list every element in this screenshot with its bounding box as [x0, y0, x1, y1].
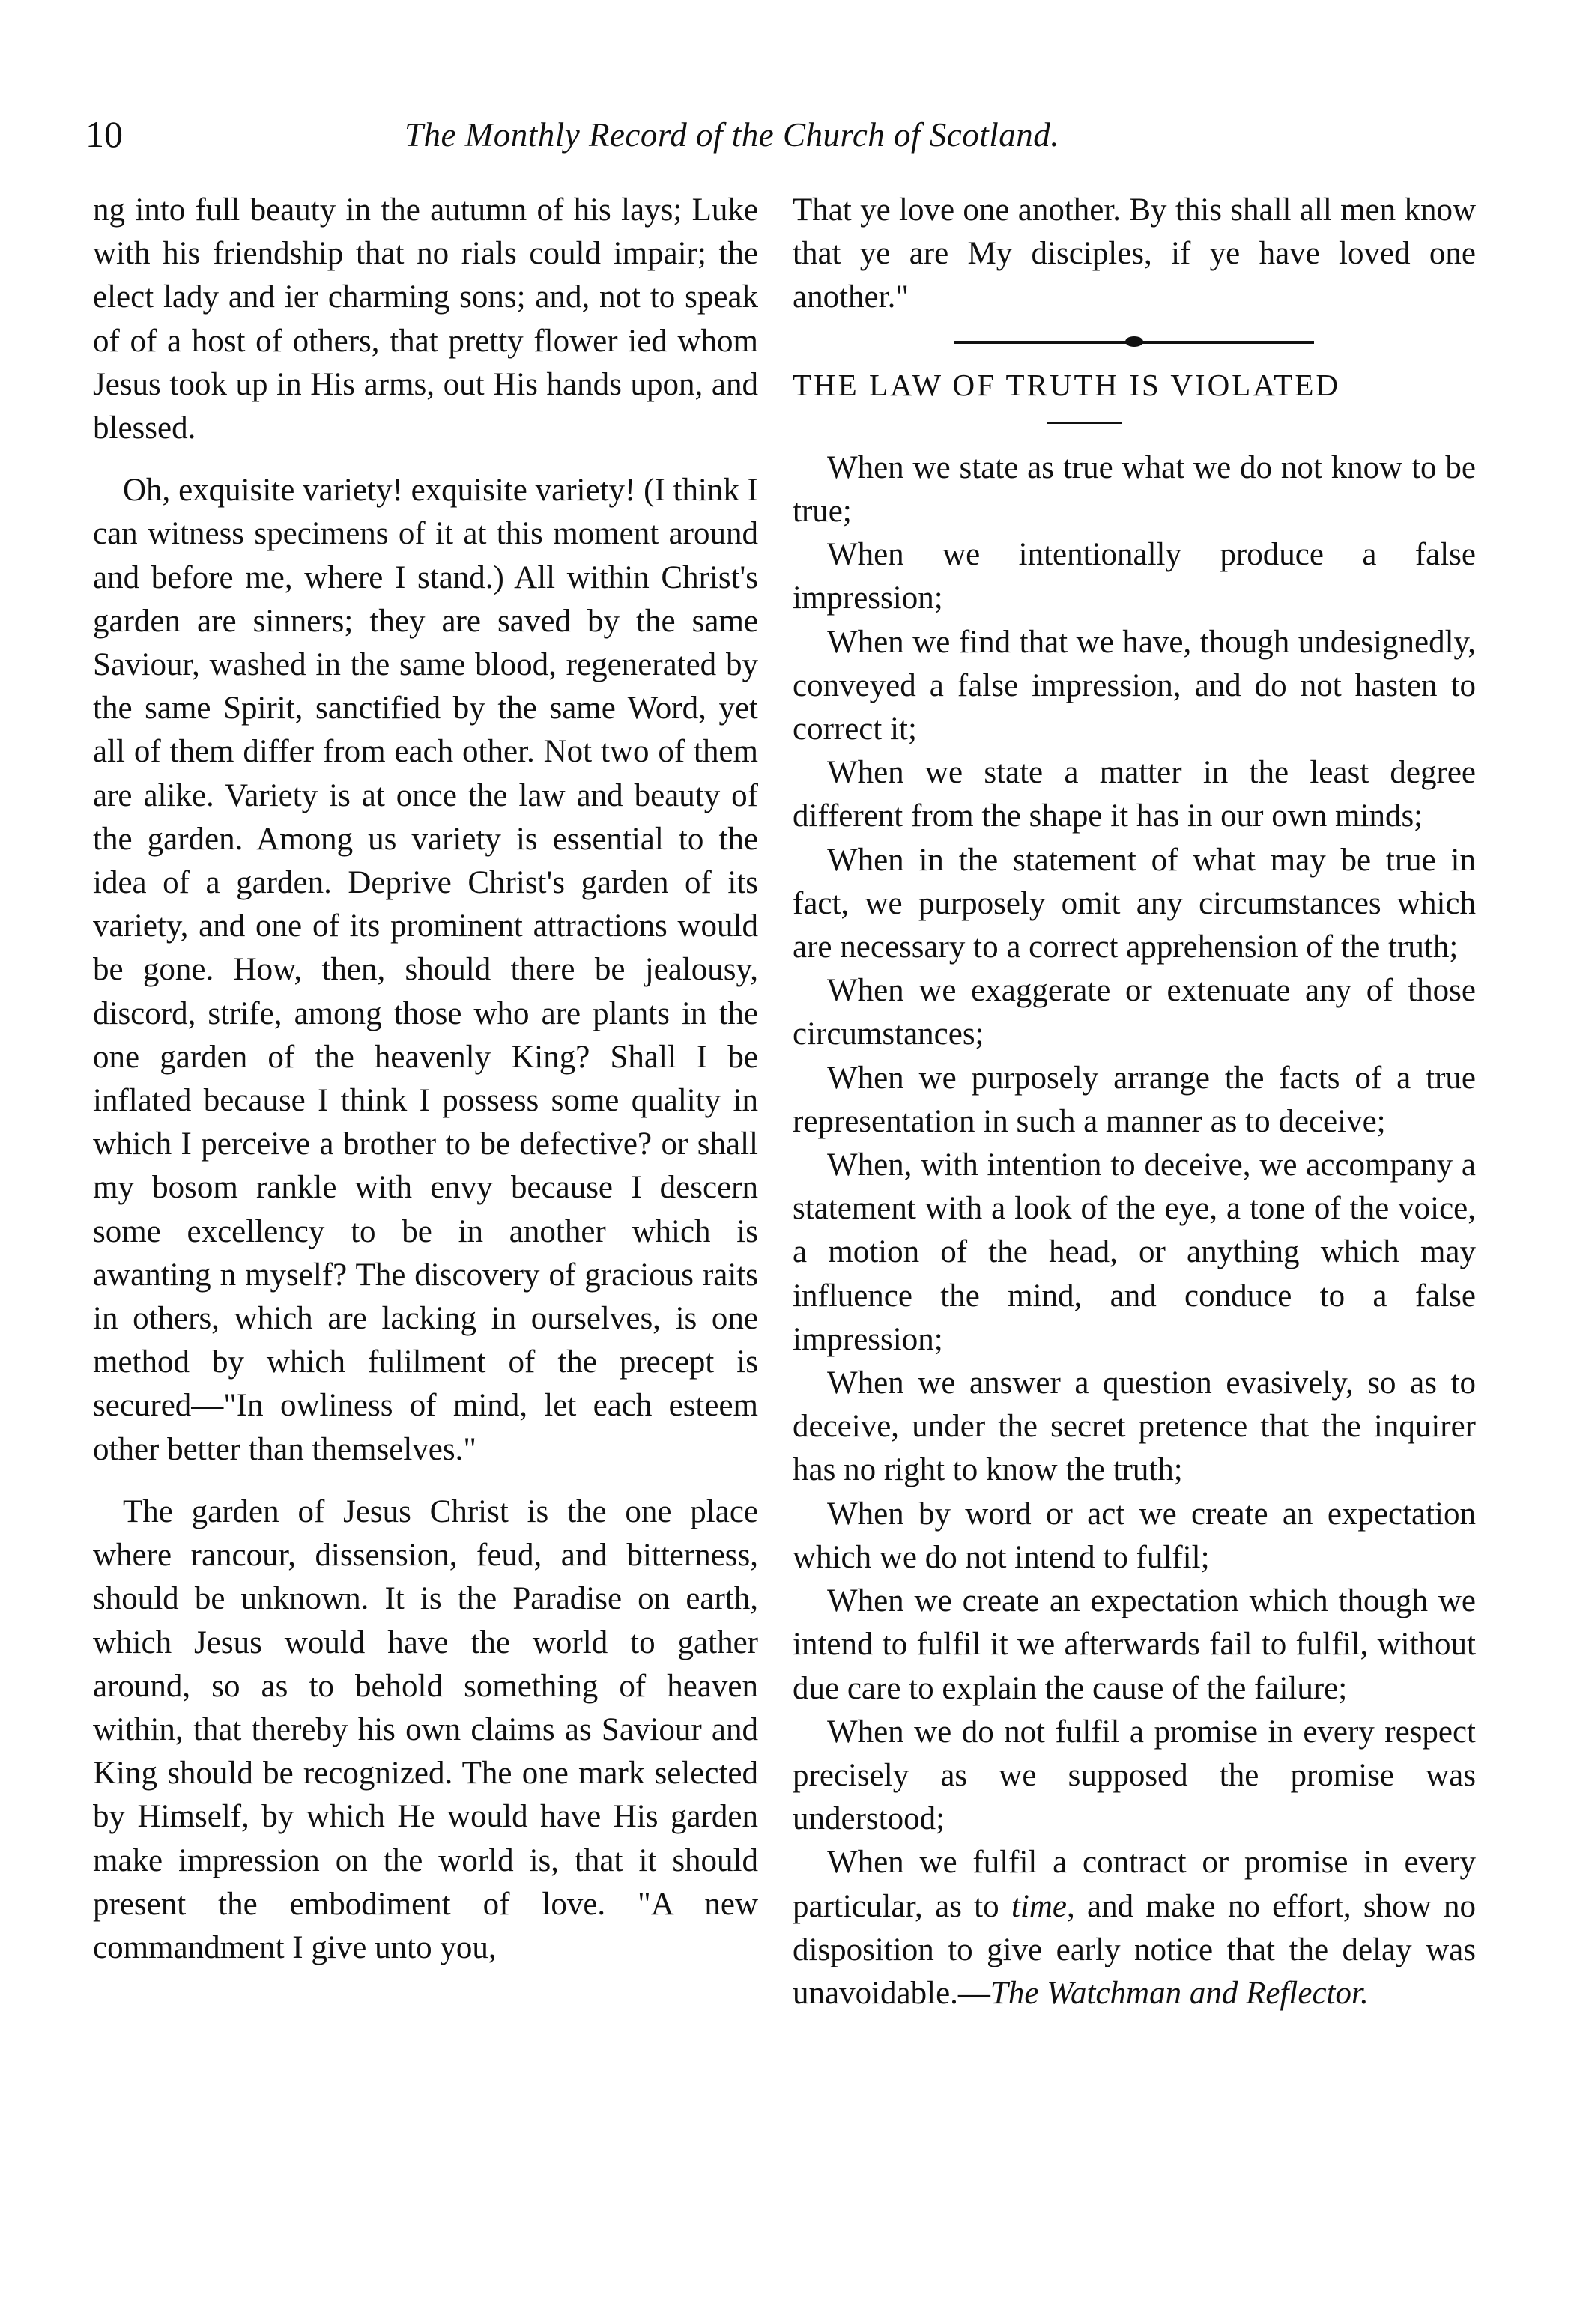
clause-text: When we fulfil a contract or promise in every particular, as to [793, 1845, 1476, 1924]
article-paragraph: ng into full beauty in the autumn of his lays; Luke with his friendship that no rials could impair; the elect lady and ier charming sons; and, not to speak of of a host of others, that pretty flower ied whom Jesus took up in His arms, out His hands upon, and blessed. [93, 192, 758, 446]
truth-clause: When we create an expectation which though we intend to fulfil it we afterwards fail to fulfil, without due care to explain the cause of the failure; [793, 1583, 1476, 1706]
truth-clause: When we find that we have, though undesignedly, conveyed a false impression, and do not hasten to correct it; [793, 624, 1476, 747]
section-title: THE LAW OF TRUTH IS VIOLATED [793, 367, 1340, 402]
source-attribution: The Watchman and Reflector. [990, 1975, 1369, 2011]
article-paragraph: The garden of Jesus Christ is the one place where rancour, dissension, feud, and bitterness, should be unknown. It is the Paradise on earth, which Jesus would have the world to gather around, so as to behold something of heaven within, that thereby his own claims as Saviour and King should be recognized. The one mark selected by Himself, by which He would have His garden make impression on the world is, that it should present the embodiment of love. "A new commandment I give unto you, [93, 1493, 758, 1965]
right-column [793, 189, 1476, 2015]
running-title: The Monthly Record of the Church of Scotland. [405, 116, 1060, 154]
clause-text: , and make no effort, show no disposition to give early notice that the delay was unavoidable.— [793, 1888, 1476, 2011]
truth-clause: When in the statement of what may be true in fact, we purposely omit any circumstances which are necessary to a correct apprehension of the truth; [793, 842, 1476, 965]
section-divider [954, 330, 1314, 353]
clause-emphasis: time [1011, 1888, 1067, 1924]
truth-clause: When we intentionally produce a false impression; [793, 537, 1476, 616]
left-column [93, 189, 758, 1988]
article-paragraph-continued: That ye love one another. By this shall all men know that ye are My disciples, if ye have loved one another." [793, 192, 1476, 315]
page-header [75, 112, 1498, 172]
article-paragraph: Oh, exquisite variety! exquisite variety! (I think I can witness specimens of it at this moment around and before me, where I stand.) All within Christ's garden are sinners; they are saved by the same Saviour, washed in the same blood, regenerated by the same Spirit, sanctified by the same Word, yet all of them differ from each other. Not two of them are alike. Variety is at once the law and beauty of the garden. Among us variety is essential to the idea of a garden. Deprive Christ's garden of its variety, and one of its prominent attractions would be gone. How, then, should there be jealousy, discord, strife, among those who are plants in the one garden of the heavenly King? Shall I be inflated because I think I possess some quality in which I perceive a brother to be defective? or shall my bosom rankle with envy because I descern some excellency to be in another which is awanting n myself? The discovery of gracious raits in others, which are lacking in ourselves, is one method by which fulilment of the precept is secured—"In owliness of mind, let each esteem other better than themselves." [93, 473, 758, 1467]
truth-clause: When, with intention to deceive, we accompany a statement with a look of the eye, a tone of the voice, a motion of the head, or anything which may influence the mind, and conduce to a false impression; [793, 1147, 1476, 1357]
truth-clause: When we state a matter in the least degree different from the shape it has in our own minds; [793, 755, 1476, 834]
page-number: 10 [85, 113, 123, 155]
truth-clause: When we answer a question evasively, so as to deceive, under the secret pretence that the inquirer has no right to know the truth; [793, 1365, 1476, 1488]
truth-clause: When we exaggerate or extenuate any of those circumstances; [793, 973, 1476, 1052]
truth-clause: When we purposely arrange the facts of a true representation in such a manner as to deceive; [793, 1060, 1476, 1139]
divider-ornament-icon [1125, 336, 1143, 347]
title-rule [1047, 422, 1122, 424]
truth-clause: When we state as true what we do not know to be true; [793, 449, 1476, 530]
truth-clause: When by word or act we create an expectation which we do not intend to fulfil; [793, 1496, 1476, 1575]
truth-clause: When we do not fulfil a promise in every respect precisely as we supposed the promise was understood; [793, 1714, 1476, 1837]
truth-clause-final [793, 1841, 1476, 2015]
